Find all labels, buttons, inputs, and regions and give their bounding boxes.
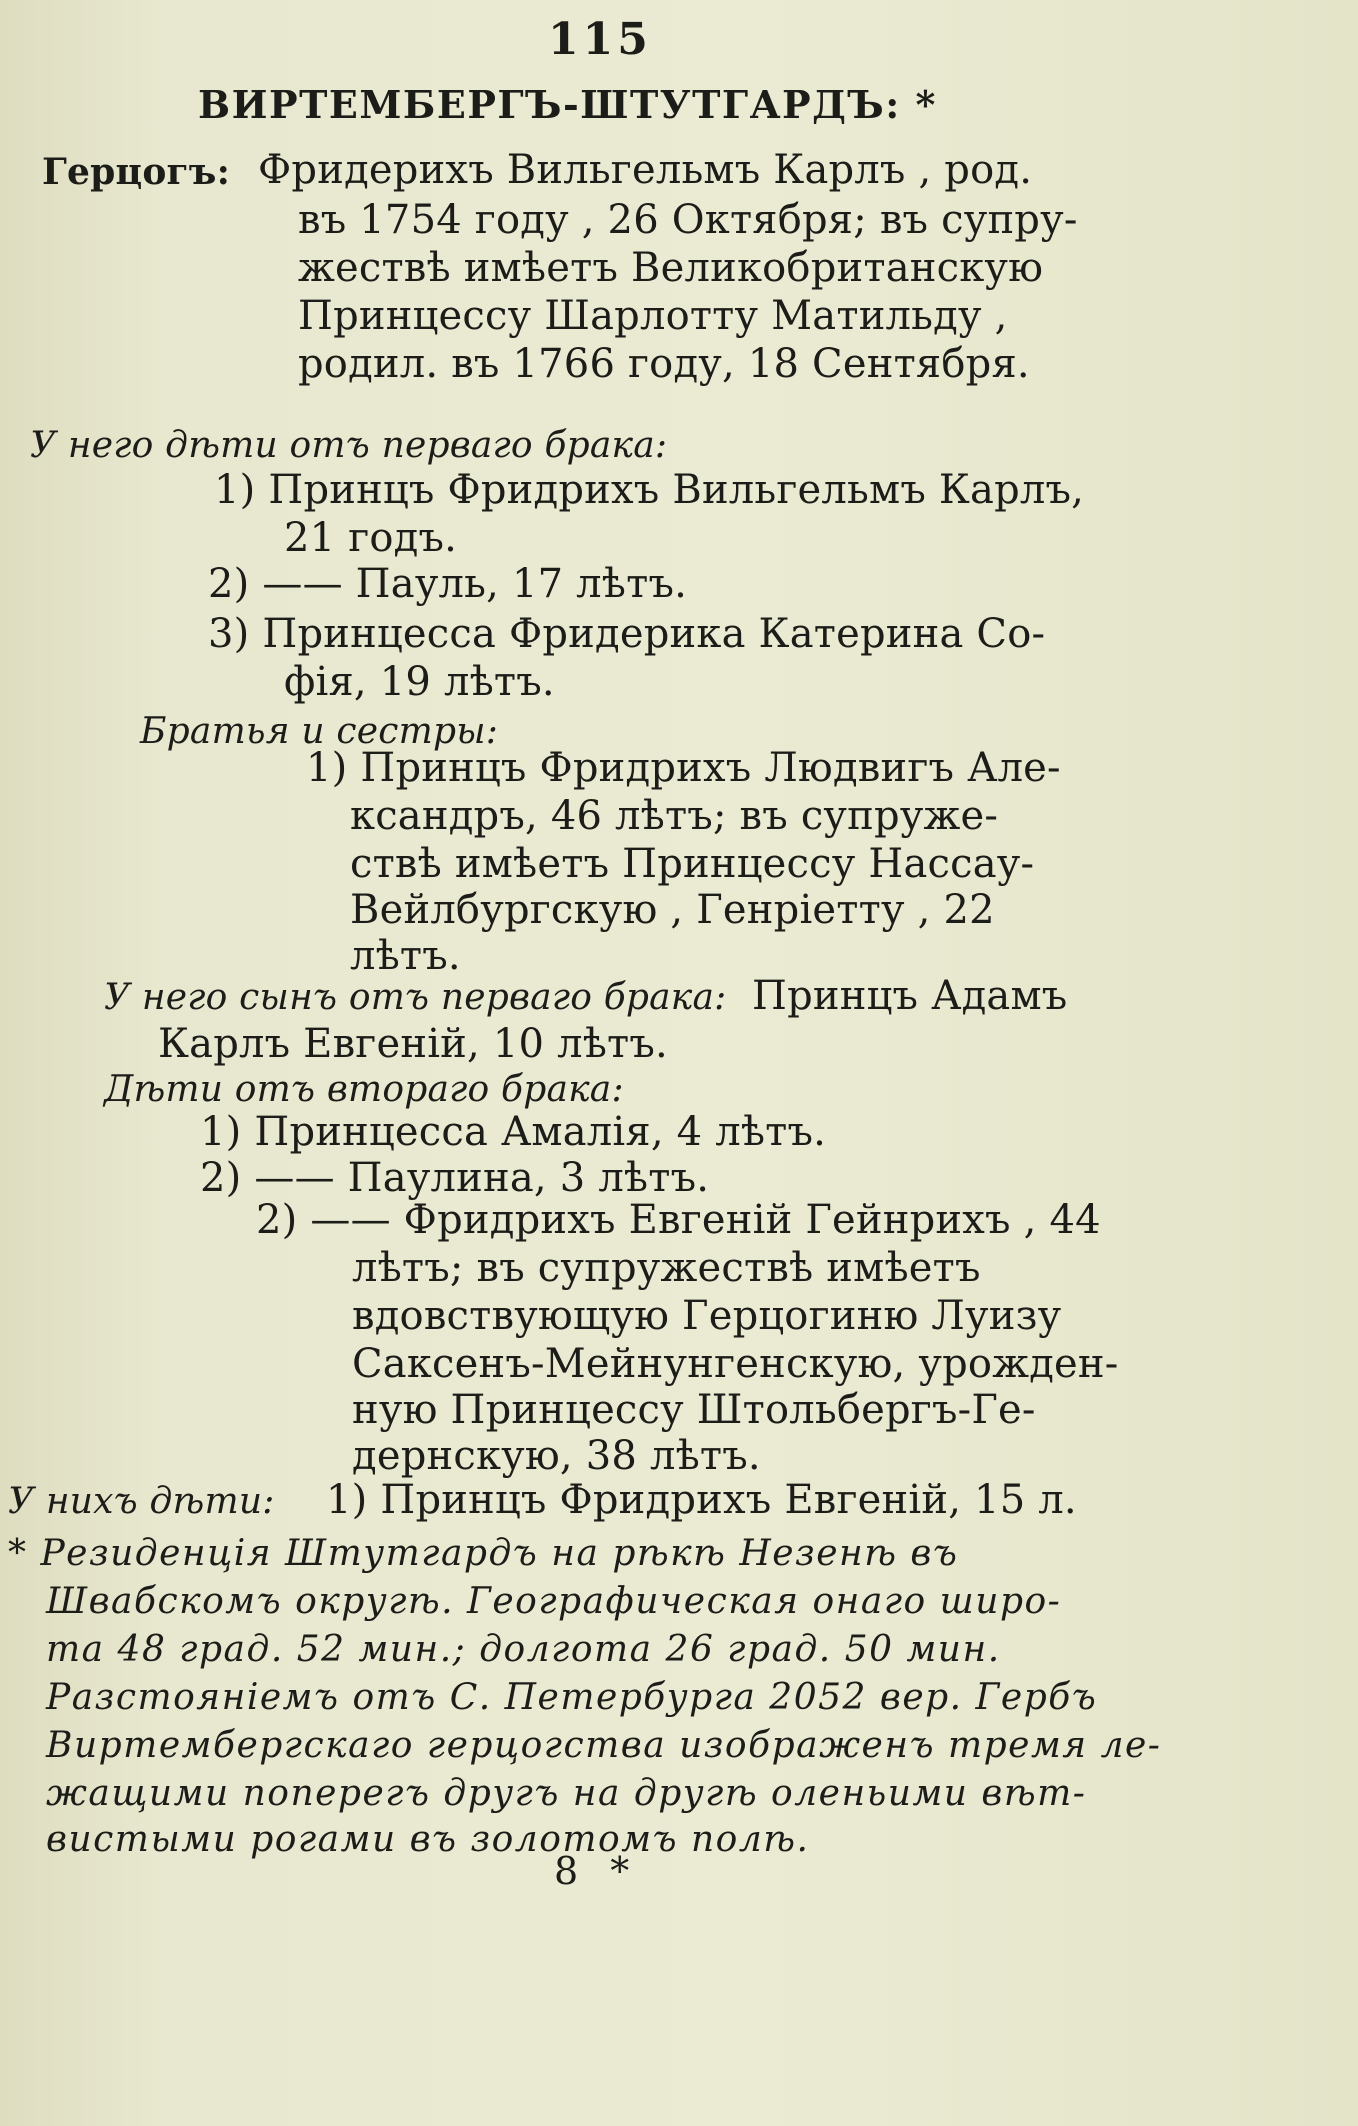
second-marriage-heading: Дѣти отъ втораго брака: xyxy=(104,1069,624,1110)
second-child-line-2: 2) —— Паулина, 3 лѣтъ. xyxy=(200,1155,710,1201)
son-label: У него сынъ отъ перваго брака: xyxy=(104,977,727,1018)
siblings-heading: Братья и сестры: xyxy=(140,711,499,752)
son-line-1: Принцъ Адамъ xyxy=(752,973,1068,1019)
duke-line-4: Принцессу Шарлотту Матильду , xyxy=(298,293,1008,339)
their-children-label: У нихъ дѣти: xyxy=(8,1481,275,1522)
second-child-line-1: 1) Принцесса Амалія, 4 лѣтъ. xyxy=(200,1109,827,1155)
child-line-1: 1) Принцъ Фридрихъ Вильгельмъ Карлъ, xyxy=(214,467,1085,513)
sibling-line-4: Вейлбургскую , Генріетту , 22 xyxy=(350,887,995,933)
sibling-line-3: ствѣ имѣетъ Принцессу Нассау- xyxy=(350,841,1035,887)
footnote-line-3: та 48 град. 52 мин.; долгота 26 град. 50 мин. xyxy=(46,1629,1001,1670)
child-line-3: 2) —— Пауль, 17 лѣтъ. xyxy=(208,561,688,607)
footnote-line-5: Виртембергскаго герцогства изображенъ тремя ле- xyxy=(46,1725,1162,1766)
duke-line-5: родил. въ 1766 году, 18 Сентября. xyxy=(298,341,1030,387)
child-line-4: 3) Принцесса Фридерика Катерина Со- xyxy=(208,611,1046,657)
sibling-two-line-5: ную Принцессу Штольбергъ-Ге- xyxy=(352,1387,1036,1433)
duke-label: Герцогъ: xyxy=(42,151,231,193)
footnote-line-6: жащими поперегъ другъ на другѣ оленьими вѣт- xyxy=(46,1773,1087,1814)
footnote-line-7: вистыми рогами въ золотомъ полѣ. xyxy=(46,1819,810,1860)
sibling-line-1: 1) Принцъ Фридрихъ Людвигъ Але- xyxy=(306,745,1061,791)
their-children-line: 1) Принцъ Фридрихъ Евгеній, 15 л. xyxy=(326,1477,1077,1523)
duke-line-1: Фридерихъ Вильгельмъ Карлъ , род. xyxy=(258,147,1033,193)
page-title: ВИРТЕМБЕРГЪ-ШТУТГАРДЪ: * xyxy=(198,82,937,127)
sibling-line-2: ксандръ, 46 лѣтъ; въ супруже- xyxy=(350,793,999,839)
duke-line-3: жествѣ имѣетъ Великобританскую xyxy=(298,245,1044,291)
sibling-two-line-6: дернскую, 38 лѣтъ. xyxy=(352,1433,761,1479)
sibling-two-line-3: вдовствующую Герцогиню Луизу xyxy=(352,1293,1062,1339)
footnote-line-2: Швабскомъ округѣ. Географическая онаго широ- xyxy=(46,1581,1062,1622)
sibling-two-line-1: 2) —— Фридрихъ Евгеній Гейнрихъ , 44 xyxy=(256,1197,1101,1243)
page-number: 115 xyxy=(548,14,652,65)
signature-mark: 8 * xyxy=(554,1849,640,1893)
sibling-two-line-2: лѣтъ; въ супружествѣ имѣетъ xyxy=(352,1245,981,1291)
footnote-line-1: * Резиденція Штутгардъ на рѣкѣ Незенѣ въ xyxy=(8,1533,959,1574)
child-line-2: 21 годъ. xyxy=(284,515,458,561)
sibling-line-5: лѣтъ. xyxy=(350,933,461,979)
son-line-2: Карлъ Евгеній, 10 лѣтъ. xyxy=(158,1021,668,1067)
child-line-5: фія, 19 лѣтъ. xyxy=(284,659,555,705)
sibling-two-line-4: Саксенъ-Мейнунгенскую, урожден- xyxy=(352,1341,1119,1387)
footnote-line-4: Разстояніемъ отъ С. Петербурга 2052 вер. Гербъ xyxy=(46,1677,1098,1718)
first-marriage-heading: У него дѣти отъ перваго брака: xyxy=(30,425,668,466)
duke-line-2: въ 1754 году , 26 Октября; въ супру- xyxy=(298,197,1078,243)
